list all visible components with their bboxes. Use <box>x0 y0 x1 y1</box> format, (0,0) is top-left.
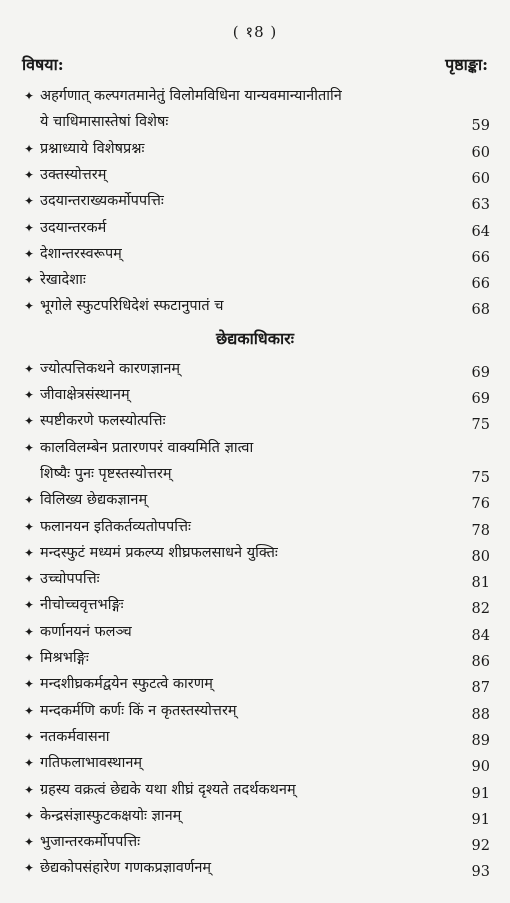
toc-entry-page-number: 87 <box>471 680 490 697</box>
toc-entry-page-number: 82 <box>471 601 490 618</box>
toc-entry-page-number: 89 <box>471 732 490 749</box>
toc-entry-page-number: 59 <box>471 118 490 135</box>
toc-entry-page-number: 90 <box>471 759 490 776</box>
toc-entry-title: फलानयन इतिकर्तव्यतोपपत्तिः <box>40 518 191 535</box>
toc-entry-title: जीवाक्षेत्रसंस्थानम् <box>40 387 130 403</box>
four-pointed-star-icon: ✦ <box>24 624 35 639</box>
four-pointed-star-icon: ✦ <box>24 493 35 508</box>
toc-entry-title-continued: शिष्यैः पुनः पृष्टस्तस्योत्तरम् <box>40 465 172 482</box>
four-pointed-star-icon: ✦ <box>24 572 35 587</box>
column-heading-pages: पृष्ठाङ्का: <box>445 55 488 74</box>
toc-entry-page-number: 92 <box>471 838 490 855</box>
toc-entry-title: देशान्तरस्वरूपम् <box>40 245 122 262</box>
toc-entry-title: कर्णानयनं फलञ्च <box>40 623 132 640</box>
toc-entry-title: रेखादेशाः <box>40 272 86 289</box>
toc-entry-title: गतिफलाभावस्थानम् <box>40 755 143 772</box>
toc-entry-title: भूगोले स्फुटपरिधिदेशं स्फटानुपातं च <box>40 298 224 315</box>
toc-entry-page-number: 91 <box>471 785 490 802</box>
toc-entry-title: मिश्रभङ्गिः <box>40 650 89 666</box>
four-pointed-star-icon: ✦ <box>24 545 35 560</box>
toc-entry-page-number: 64 <box>471 223 490 240</box>
toc-entry-title: छेद्यकोपसंहारेण गणकप्रज्ञावर्णनम् <box>40 860 212 877</box>
toc-entry-page-number: 78 <box>471 522 490 539</box>
toc-entry-title: भुजान्तरकर्मोपपत्तिः <box>40 834 141 851</box>
toc-entry-page-number: 68 <box>471 302 490 319</box>
toc-entry-title: ग्रहस्य वक्रत्वं छेद्यके यथा शीघ्रं दृश्यते तदर्थकथनम् <box>40 781 296 798</box>
page-number: ( १8 ) <box>232 23 278 41</box>
toc-entry-page-number: 60 <box>471 144 490 161</box>
four-pointed-star-icon: ✦ <box>24 808 35 823</box>
toc-entry-page-number: 66 <box>471 249 490 266</box>
toc-entry-title: मन्दशीघ्रकर्मद्वयेन स्फुटत्वे कारणम् <box>40 676 213 693</box>
toc-entry-title: केन्द्रसंज्ञास्फुटकक्षयोः ज्ञानम् <box>40 807 182 824</box>
four-pointed-star-icon: ✦ <box>24 440 35 455</box>
toc-entry-title: नीचोच्चवृत्तभङ्गिः <box>40 597 124 614</box>
toc-entry-page-number: 63 <box>471 197 490 214</box>
toc-entry-page-number: 66 <box>471 276 490 293</box>
four-pointed-star-icon: ✦ <box>24 194 35 209</box>
toc-entry-page-number: 69 <box>471 364 490 381</box>
toc-entry-title: ज्योत्पत्तिकथने कारणज्ञानम् <box>40 360 181 377</box>
four-pointed-star-icon: ✦ <box>24 141 35 156</box>
four-pointed-star-icon: ✦ <box>24 414 35 429</box>
toc-entry-page-number: 84 <box>471 627 490 644</box>
column-heading-subjects: विषया: <box>22 55 64 74</box>
four-pointed-star-icon: ✦ <box>24 861 35 876</box>
four-pointed-star-icon: ✦ <box>24 703 35 718</box>
toc-entry-page-number: 93 <box>471 864 490 881</box>
toc-entry-title: उच्चोपपत्तिः <box>40 571 100 588</box>
toc-entry-title: स्पष्टीकरणे फलस्योत्पत्तिः <box>40 413 166 430</box>
toc-entry-page-number: 88 <box>471 706 490 723</box>
four-pointed-star-icon: ✦ <box>24 361 35 376</box>
four-pointed-star-icon: ✦ <box>24 220 35 235</box>
section-title: छेद्यकाधिकारः <box>216 328 294 348</box>
toc-entry-title: कालविलम्बेन प्रतारणपरं वाक्यमिति ज्ञात्वा <box>40 439 254 456</box>
toc-entry-page-number: 75 <box>471 417 490 434</box>
toc-entry-page-number: 69 <box>471 391 490 407</box>
toc-entry-page-number: 60 <box>471 170 490 187</box>
four-pointed-star-icon: ✦ <box>24 246 35 261</box>
toc-entry-page-number: 91 <box>471 811 490 828</box>
toc-entry-page-number: 75 <box>471 469 490 486</box>
four-pointed-star-icon: ✦ <box>24 835 35 850</box>
four-pointed-star-icon: ✦ <box>24 519 35 534</box>
toc-entry-title: उक्तस्योत्तरम् <box>40 166 107 183</box>
four-pointed-star-icon: ✦ <box>24 167 35 182</box>
four-pointed-star-icon: ✦ <box>24 651 35 665</box>
four-pointed-star-icon: ✦ <box>24 756 35 771</box>
four-pointed-star-icon: ✦ <box>24 598 35 613</box>
toc-entry-page-number: 86 <box>471 654 490 670</box>
four-pointed-star-icon: ✦ <box>24 677 35 692</box>
toc-entry-title: उदयान्तरकर्म <box>40 219 107 236</box>
four-pointed-star-icon: ✦ <box>24 89 35 103</box>
four-pointed-star-icon: ✦ <box>24 729 35 744</box>
toc-entry-title: नतकर्मवासना <box>40 728 110 745</box>
toc-entry-title-continued: ये चाधिमासास्तेषां विशेषः <box>40 114 169 131</box>
toc-entry-title: अहर्गणात् कल्पगतमानेतुं विलोमविधिना यान्यवमान्यानीतानि <box>40 88 342 104</box>
toc-entry-title: प्रश्नाध्याये विशेषप्रश्नः <box>40 140 145 157</box>
four-pointed-star-icon: ✦ <box>24 273 35 288</box>
toc-entry-title: मन्दस्फुटं मध्यमं प्रकल्प्य शीघ्रफलसाधने युक्तिः <box>40 544 278 561</box>
toc-entry-title: मन्दकर्मणि कर्णः किं न कृतस्तस्योत्तरम् <box>40 702 237 719</box>
toc-entry-title: विलिख्य छेद्यकज्ञानम् <box>40 492 148 509</box>
toc-entry-page-number: 81 <box>471 575 490 592</box>
four-pointed-star-icon: ✦ <box>24 299 35 314</box>
four-pointed-star-icon: ✦ <box>24 782 35 797</box>
toc-entry-title: उदयान्तराख्यकर्मोपपत्तिः <box>40 193 164 210</box>
toc-entry-page-number: 76 <box>471 496 490 513</box>
toc-entry-page-number: 80 <box>471 548 490 565</box>
four-pointed-star-icon: ✦ <box>24 388 35 402</box>
